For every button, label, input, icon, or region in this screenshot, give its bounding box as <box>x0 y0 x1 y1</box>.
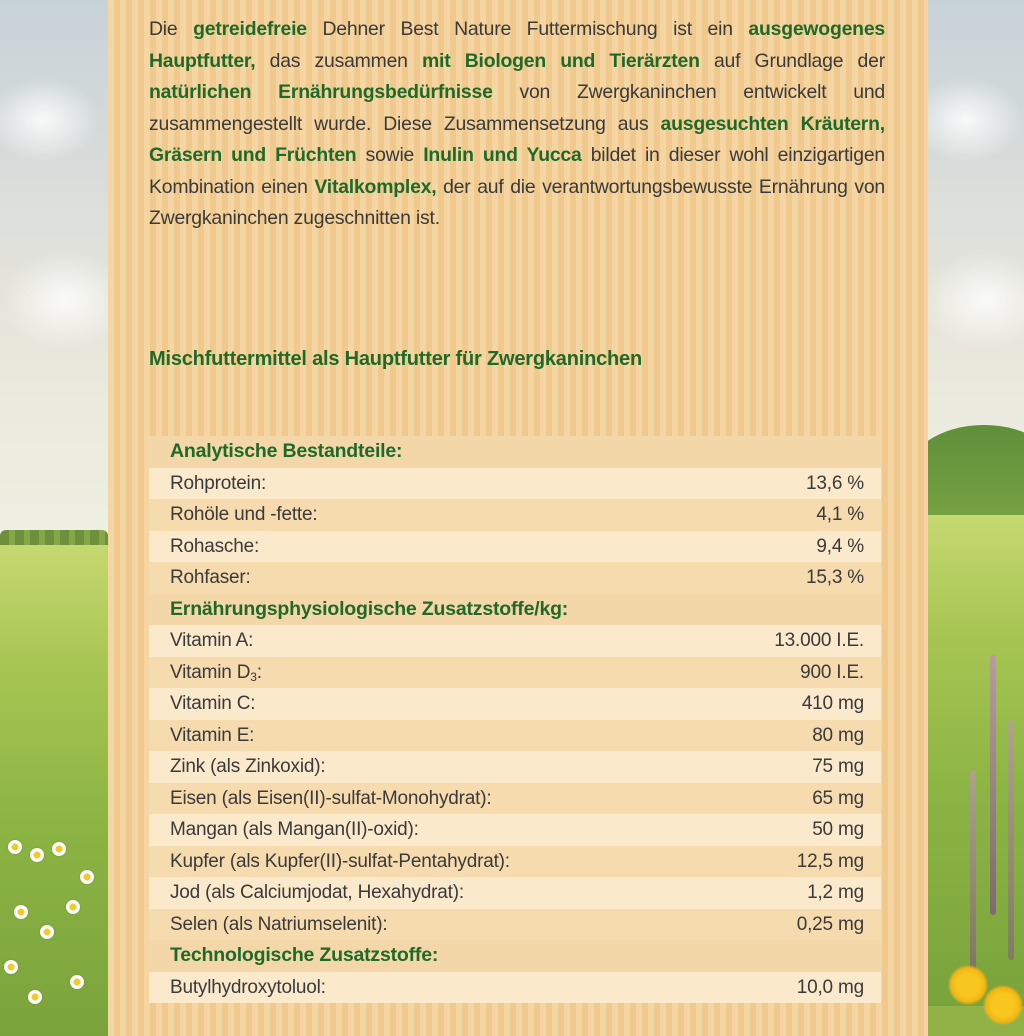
row-value: 75 mg <box>812 756 864 777</box>
row-label: Vitamin E: <box>170 724 255 746</box>
dandelion-icon <box>983 985 1023 1025</box>
intro-highlight: mit Biologen und Tierärzten <box>421 49 700 72</box>
table-row <box>149 625 881 657</box>
intro-highlight: ausgewogenes Hauptfutter, <box>149 18 885 72</box>
row-label-subscript: 3 <box>250 669 257 684</box>
table-heading-nutrition: Ernährungsphysiologische Zusatzstoffe/kg: <box>149 594 881 626</box>
table-row <box>149 531 881 563</box>
row-value: 1,2 mg <box>807 882 864 903</box>
daisy-icon <box>66 900 80 914</box>
row-value: 900 I.E. <box>800 661 864 683</box>
row-label: Vitamin C: <box>170 693 256 714</box>
row-value: 0,25 mg <box>796 913 864 935</box>
daisy-icon <box>28 990 42 1004</box>
table-heading-analytic: Analytische Bestandteile: <box>149 436 881 468</box>
table-row <box>149 909 881 941</box>
row-label: Jod (als Calciumjodat, Hexahydrat): <box>170 882 464 903</box>
table-row <box>149 562 881 594</box>
intro-text: der auf die verantwortungsbewusste Ernährung von Zwergkaninchen zugeschnitten ist. <box>149 175 885 229</box>
intro-text: Dehner Best Nature Futtermischung ist ein <box>306 18 749 40</box>
intro-text: sowie <box>356 144 424 166</box>
table-row <box>149 468 881 500</box>
row-value: 13,6 % <box>806 472 864 494</box>
row-label: Zink (als Zinkoxid): <box>170 756 326 777</box>
intro-text: das zusammen <box>255 49 422 72</box>
intro-text: auf Grundlage der <box>699 49 885 72</box>
daisy-icon <box>30 848 44 862</box>
table-row <box>149 720 881 752</box>
row-value: 80 mg <box>812 724 864 746</box>
daisy-icon <box>70 975 84 989</box>
row-label-tail: : <box>256 661 262 683</box>
table-row <box>149 846 881 878</box>
row-label: Rohfaser: <box>170 567 251 588</box>
intro-text: Die <box>149 18 194 40</box>
row-label: Butylhydroxytoluol: <box>170 976 326 998</box>
intro-text: von Zwergkaninchen entwickelt und zusammengestellt wurde. Diese Zusammensetzung aus <box>149 81 885 135</box>
table-row <box>149 751 881 783</box>
row-label: Rohprotein: <box>170 472 267 494</box>
row-label: Kupfer (als Kupfer(II)-sulfat-Pentahydrat): <box>170 850 510 872</box>
row-value: 12,5 mg <box>796 850 864 872</box>
intro-highlight: Vitalkomplex, <box>314 175 437 198</box>
table-row <box>149 657 881 689</box>
intro-highlight: Inulin und Yucca <box>423 144 582 166</box>
info-panel <box>108 0 928 1036</box>
row-value: 4,1 % <box>816 504 864 525</box>
intro-highlight: natürlichen Ernährungsbedürfnisse <box>149 81 493 103</box>
table-row <box>149 814 881 846</box>
row-value: 50 mg <box>812 819 864 840</box>
row-label: Rohöle und -fette: <box>170 504 318 525</box>
table-row <box>149 783 881 815</box>
row-label: Mangan (als Mangan(II)-oxid): <box>170 819 419 840</box>
daisy-icon <box>80 870 94 884</box>
row-value: 410 mg <box>801 693 864 714</box>
row-label <box>170 662 262 683</box>
intro-highlight: ausgesuchten Kräutern, Gräsern und Früchten <box>149 112 885 166</box>
row-value: 10,0 mg <box>796 976 864 998</box>
row-label: Eisen (als Eisen(II)-sulfat-Monohydrat): <box>170 787 492 809</box>
landscape-left <box>0 0 108 1036</box>
dandelion-icon <box>948 965 988 1005</box>
grass-stalk-icon <box>990 655 996 915</box>
row-value: 65 mg <box>812 787 864 809</box>
row-value: 13.000 I.E. <box>774 630 864 651</box>
intro-paragraph <box>149 14 885 235</box>
table-row <box>149 877 881 909</box>
row-label: Vitamin A: <box>170 630 254 651</box>
table-row <box>149 688 881 720</box>
row-label: Rohasche: <box>170 535 260 557</box>
row-label: Selen (als Natriumselenit): <box>170 913 388 935</box>
row-value: 15,3 % <box>806 567 864 588</box>
daisy-icon <box>14 905 28 919</box>
composition-table <box>149 436 881 1003</box>
row-value: 9,4 % <box>816 535 864 557</box>
intro-text: bildet in dieser wohl einzigartigen Kombination einen <box>149 144 885 198</box>
landscape-right <box>928 0 1024 1036</box>
daisy-icon <box>8 840 22 854</box>
section-title: Mischfuttermittel als Hauptfutter für Zwergkaninchen <box>149 348 642 370</box>
grass-stalk-icon <box>1008 720 1014 960</box>
daisy-icon <box>4 960 18 974</box>
table-row <box>149 499 881 531</box>
daisy-icon <box>40 925 54 939</box>
table-row <box>149 972 881 1004</box>
table-heading-tech: Technologische Zusatzstoffe: <box>149 940 881 972</box>
intro-highlight: getreidefreie <box>193 18 307 40</box>
sky-left <box>0 0 108 540</box>
daisy-icon <box>52 842 66 856</box>
row-label-main: Vitamin D <box>170 661 251 683</box>
grass-stalk-icon <box>970 770 976 970</box>
